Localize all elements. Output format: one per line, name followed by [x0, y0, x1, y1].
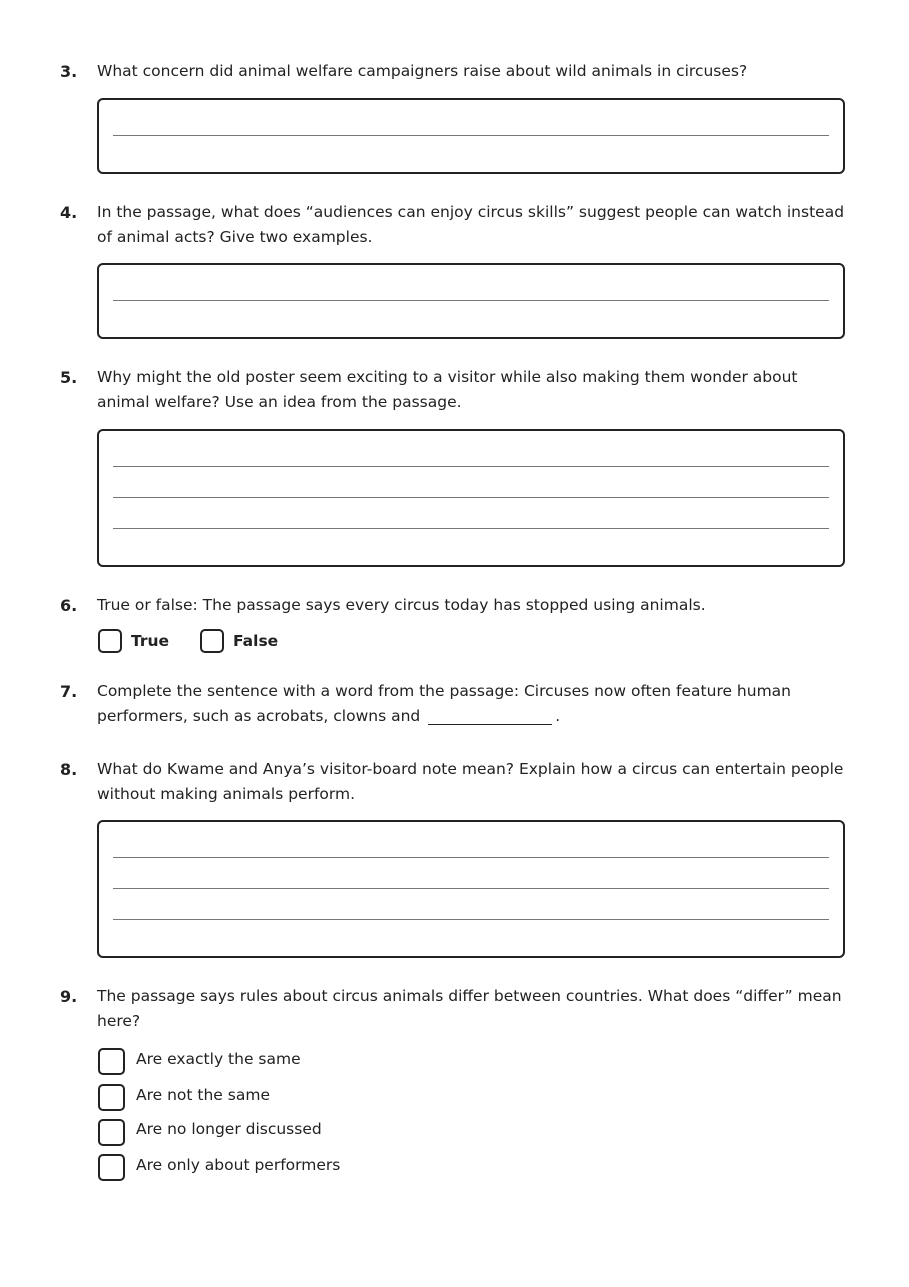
- question-number: 3.: [60, 62, 78, 81]
- question-7: [60, 679, 850, 729]
- question-text: True or false: The passage says every circus today has stopped using animals.: [97, 596, 706, 614]
- question-number: 9.: [60, 987, 78, 1006]
- answer-box-5[interactable]: [97, 429, 845, 567]
- answer-box-4[interactable]: [97, 263, 845, 339]
- option-label-4: Are only about performers: [136, 1156, 341, 1174]
- fill-in-blank[interactable]: [428, 706, 552, 725]
- question-text: The passage says rules about circus animals differ between countries. What does “differ” mean here?: [97, 987, 842, 1030]
- option-label-2: Are not the same: [136, 1086, 270, 1104]
- answer-line: [113, 300, 829, 301]
- question-text: What concern did animal welfare campaigners raise about wild animals in circuses?: [97, 62, 748, 80]
- answer-line: [113, 497, 829, 498]
- question-number: 8.: [60, 760, 78, 779]
- checkbox-option-2[interactable]: [98, 1084, 125, 1111]
- checkbox-option-1[interactable]: [98, 1048, 125, 1075]
- checkbox-true[interactable]: [98, 629, 122, 653]
- answer-box-3[interactable]: [97, 98, 845, 174]
- checkbox-option-4[interactable]: [98, 1154, 125, 1181]
- question-number: 4.: [60, 203, 78, 222]
- option-label-false: False: [233, 632, 279, 650]
- option-label-3: Are no longer discussed: [136, 1120, 322, 1138]
- question-8: [60, 757, 850, 807]
- question-9: [60, 984, 850, 1034]
- checkbox-false[interactable]: [200, 629, 224, 653]
- question-text-before: Complete the sentence with a word from the passage: Circuses now often feature human performers, such as acrobats, clowns and: [97, 682, 792, 725]
- question-5: [60, 365, 850, 415]
- answer-line: [113, 857, 829, 858]
- option-label-true: True: [131, 632, 170, 650]
- checkbox-option-3[interactable]: [98, 1119, 125, 1146]
- answer-box-8[interactable]: [97, 820, 845, 958]
- answer-line: [113, 919, 829, 920]
- answer-line: [113, 466, 829, 467]
- question-number: 6.: [60, 596, 78, 615]
- question-3: [60, 59, 850, 84]
- answer-line: [113, 135, 829, 136]
- question-text: What do Kwame and Anya’s visitor-board note mean? Explain how a circus can entertain people without making animals perform.: [97, 760, 844, 803]
- question-number: 5.: [60, 368, 78, 387]
- answer-line: [113, 888, 829, 889]
- question-number: 7.: [60, 682, 78, 701]
- question-4: [60, 200, 850, 250]
- question-text: [97, 679, 850, 729]
- question-text: In the passage, what does “audiences can enjoy circus skills” suggest people can watch instead of animal acts? Give two examples.: [97, 203, 845, 246]
- question-text: Why might the old poster seem exciting to a visitor while also making them wonder about animal welfare? Use an idea from the passage.: [97, 368, 798, 411]
- question-text-after: .: [555, 707, 561, 725]
- answer-line: [113, 528, 829, 529]
- question-6: [60, 593, 850, 618]
- option-label-1: Are exactly the same: [136, 1050, 301, 1068]
